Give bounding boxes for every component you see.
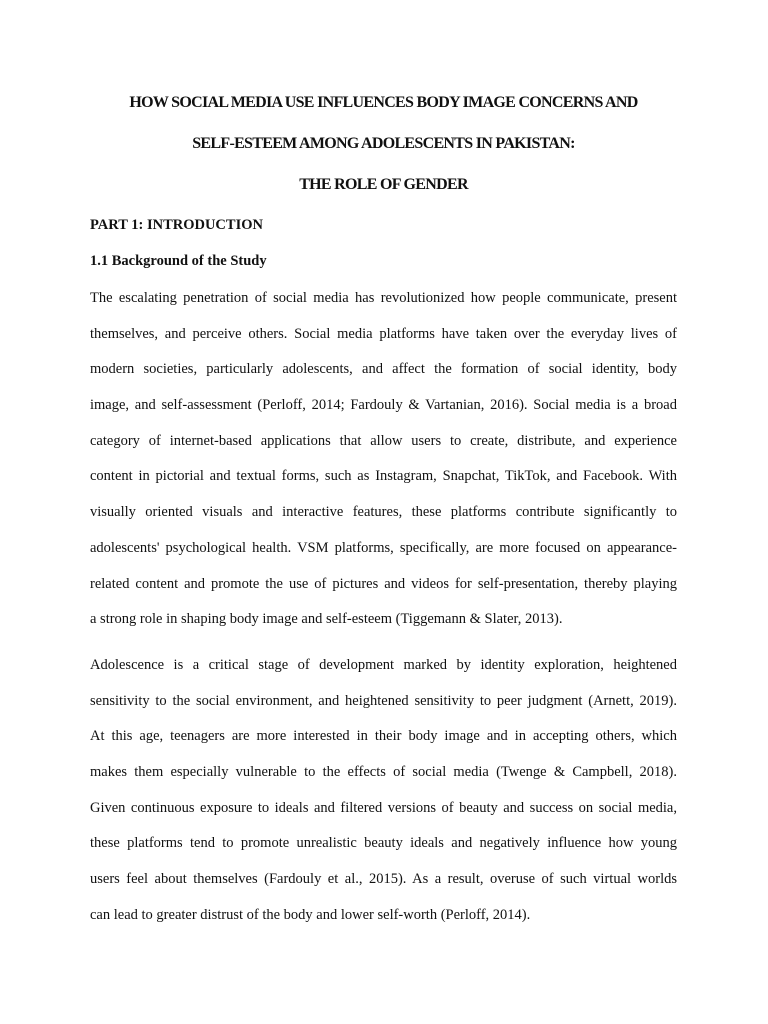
paragraph-line: Given continuous exposure to ideals and filtered versions of beauty and success on social media, bbox=[90, 799, 677, 816]
paragraph-line: adolescents' psychological health. VSM platforms, specifically, are more focused on appearance- bbox=[90, 539, 677, 556]
paragraph-line: image, and self-assessment (Perloff, 2014; Fardouly & Vartanian, 2016). Social media is a broad bbox=[90, 397, 677, 414]
paragraph-line: The escalating penetration of social media has revolutionized how people communicate, present bbox=[90, 290, 677, 306]
title-line-2: SELF-ESTEEM AMONG ADOLESCENTS IN PAKISTAN: bbox=[192, 135, 575, 152]
section-heading: 1.1 Background of the Study bbox=[90, 253, 267, 269]
title-line-3: THE ROLE OF GENDER bbox=[299, 176, 468, 193]
paragraph-line: a strong role in shaping body image and self-esteem (Tiggemann & Slater, 2013). bbox=[90, 611, 563, 628]
paragraph-line: At this age, teenagers are more interested in their body image and in accepting others, which bbox=[90, 728, 677, 745]
paragraph-line: makes them especially vulnerable to the effects of social media (Twenge & Campbell, 2018). bbox=[90, 764, 677, 781]
paragraph-line: visually oriented visuals and interactive features, these platforms contribute significantly to bbox=[90, 504, 677, 521]
paragraph-line: category of internet-based applications that allow users to create, distribute, and experience bbox=[90, 432, 677, 449]
paragraph-line: can lead to greater distrust of the body and lower self-worth (Perloff, 2014). bbox=[90, 906, 531, 923]
paragraph-line: themselves, and perceive others. Social media platforms have taken over the everyday lives of bbox=[90, 325, 677, 342]
paragraph-2 bbox=[90, 655, 677, 941]
paragraph-line: sensitivity to the social environment, and heightened sensitivity to peer judgment (Arnett, 2019). bbox=[90, 692, 677, 709]
paragraph-line: content in pictorial and textual forms, such as Instagram, Snapchat, TikTok, and Facebook. With bbox=[90, 468, 677, 485]
paragraph-line: these platforms tend to promote unrealistic beauty ideals and negatively influence how young bbox=[90, 835, 677, 852]
paragraph-line: users feel about themselves (Fardouly et al., 2015). As a result, overuse of such virtual worlds bbox=[90, 871, 677, 888]
paragraph-1 bbox=[90, 288, 677, 645]
paragraph-line: Adolescence is a critical stage of development marked by identity exploration, heightened bbox=[90, 657, 677, 673]
paragraph-line: modern societies, particularly adolescents, and affect the formation of social identity, body bbox=[90, 361, 677, 378]
part-heading: PART 1: INTRODUCTION bbox=[90, 217, 263, 233]
paragraph-line: related content and promote the use of pictures and videos for self-presentation, thereby playing bbox=[90, 575, 677, 592]
title-line-1: HOW SOCIAL MEDIA USE INFLUENCES BODY IMAGE CONCERNS AND bbox=[129, 94, 638, 111]
